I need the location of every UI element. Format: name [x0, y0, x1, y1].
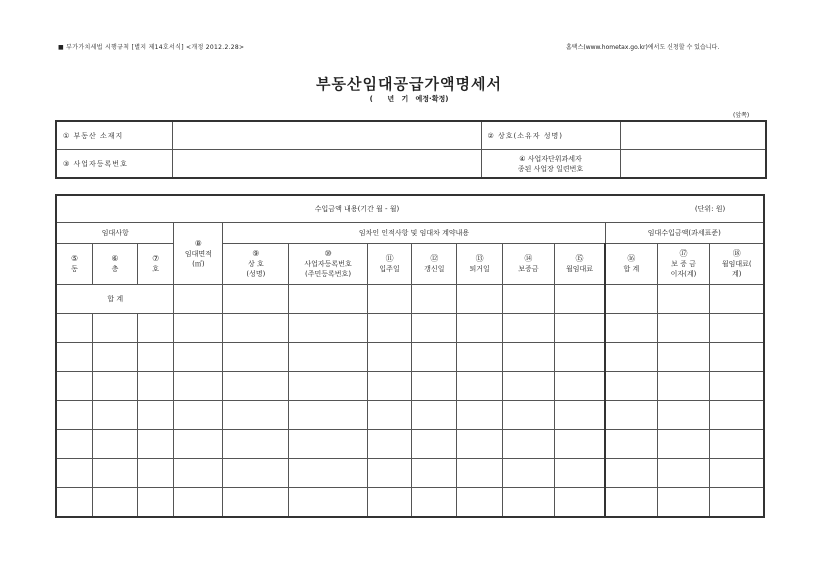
table-cell[interactable] [457, 314, 503, 343]
side-label: (앞쪽) [733, 112, 750, 119]
table-cell[interactable] [137, 343, 174, 372]
table-cell[interactable] [289, 430, 367, 459]
table-cell[interactable] [605, 314, 657, 343]
company-field[interactable] [620, 121, 766, 150]
bizno-label: ③ 사업자등록번호 [56, 150, 172, 179]
table-cell[interactable] [137, 401, 174, 430]
table-cell[interactable] [367, 314, 412, 343]
col-area-unit: (㎡) [192, 259, 205, 268]
table-cell[interactable] [710, 401, 764, 430]
table-cell[interactable] [657, 314, 710, 343]
table-cell[interactable] [289, 314, 367, 343]
table-cell[interactable] [174, 488, 223, 518]
unit-label-line1: ④ 사업자단위과세자 [519, 154, 582, 163]
table-cell[interactable] [457, 401, 503, 430]
col-deposit-interest-sub: 이자(계) [670, 270, 697, 278]
col-deposit-interest-label: 보 증 금 [671, 260, 696, 268]
table-cell[interactable] [367, 430, 412, 459]
table-cell[interactable] [289, 343, 367, 372]
table-row [56, 343, 764, 372]
table-cell[interactable] [657, 430, 710, 459]
table-cell[interactable] [56, 343, 93, 372]
group-rental: 임대사항 [56, 223, 174, 244]
table-cell[interactable] [223, 430, 289, 459]
table-cell[interactable] [174, 372, 223, 401]
col-floor [93, 244, 138, 285]
col-renewal-label: 갱신일 [424, 265, 445, 273]
col-rent-sum-sub: 계) [731, 270, 742, 278]
total-cell[interactable] [412, 285, 457, 314]
col-rent-sum-num: ⑱ [732, 249, 741, 258]
table-cell[interactable] [412, 343, 457, 372]
table-cell[interactable] [367, 488, 412, 518]
table-cell[interactable] [56, 459, 93, 488]
col-floor-num: ⑥ [111, 254, 119, 263]
table-cell[interactable] [554, 430, 605, 459]
col-move-out-num: ⑬ [475, 254, 484, 263]
col-deposit-interest-num: ⑰ [679, 249, 688, 258]
col-unit-label: 호 [152, 265, 160, 273]
table-cell[interactable] [367, 401, 412, 430]
table-cell[interactable] [605, 401, 657, 430]
table-cell[interactable] [502, 343, 554, 372]
col-monthly-rent-label: 월임대료 [565, 265, 594, 273]
col-deposit-interest [657, 244, 710, 285]
table-cell[interactable] [137, 488, 174, 518]
table-cell[interactable] [554, 488, 605, 518]
period-cell: 수입금액 내용(기간 월 - 월) [56, 195, 657, 223]
table-cell[interactable] [412, 372, 457, 401]
table-cell[interactable] [710, 314, 764, 343]
table-cell[interactable] [457, 343, 503, 372]
col-deposit-num: ⑭ [524, 254, 533, 263]
table-cell[interactable] [605, 372, 657, 401]
table-cell[interactable] [657, 401, 710, 430]
col-area [174, 223, 223, 285]
table-cell[interactable] [457, 488, 503, 518]
data-rows [56, 314, 764, 518]
table-cell[interactable] [223, 343, 289, 372]
table-cell[interactable] [56, 401, 93, 430]
table-row [56, 430, 764, 459]
table-cell[interactable] [289, 372, 367, 401]
col-rent-sum [710, 244, 764, 285]
unit-label-line2: 종된 사업장 일련번호 [517, 164, 584, 173]
col-move-out [457, 244, 503, 285]
col-total-label: 합 계 [623, 265, 640, 273]
col-renewal [412, 244, 457, 285]
table-cell[interactable] [223, 401, 289, 430]
col-deposit [502, 244, 554, 285]
total-row-label: 합 계 [56, 285, 174, 314]
total-cell[interactable] [657, 285, 710, 314]
table-cell[interactable] [710, 459, 764, 488]
total-cell[interactable] [174, 285, 223, 314]
col-tenant-bizno-label: 사업자등록번호 [304, 260, 352, 268]
table-cell[interactable] [605, 430, 657, 459]
table-cell[interactable] [457, 372, 503, 401]
col-unit [137, 244, 174, 285]
table-cell[interactable] [137, 314, 174, 343]
rental-detail-table [55, 194, 765, 518]
col-move-in [367, 244, 412, 285]
table-cell[interactable] [554, 343, 605, 372]
table-cell[interactable] [56, 430, 93, 459]
total-cell[interactable] [502, 285, 554, 314]
table-cell[interactable] [502, 372, 554, 401]
table-cell[interactable] [657, 372, 710, 401]
table-row [56, 459, 764, 488]
col-floor-label: 층 [111, 265, 119, 273]
table-cell[interactable] [174, 314, 223, 343]
table-cell[interactable] [174, 401, 223, 430]
table-row [56, 372, 764, 401]
col-tenant-bizno-sub: (주민등록번호) [305, 270, 352, 278]
col-monthly-rent-num: ⑮ [575, 254, 584, 263]
form-reference: ■ 부가가치세법 시행규칙 [별지 제14호서식] <개정 2012.2.28> [58, 44, 245, 51]
table-cell[interactable] [289, 401, 367, 430]
col-tenant-name-sub: (성명) [246, 270, 266, 278]
col-total-num: ⑯ [627, 254, 636, 263]
table-cell[interactable] [93, 372, 138, 401]
col-building-label: 동 [71, 265, 78, 273]
table-cell[interactable] [710, 488, 764, 518]
col-deposit-label: 보증금 [518, 265, 539, 273]
table-row [56, 401, 764, 430]
table-cell[interactable] [93, 314, 138, 343]
table-cell[interactable] [502, 488, 554, 518]
col-monthly-rent [554, 244, 605, 285]
table-cell[interactable] [502, 314, 554, 343]
table-cell[interactable] [56, 488, 93, 518]
total-cell[interactable] [223, 285, 289, 314]
table-cell[interactable] [93, 343, 138, 372]
col-rent-sum-label: 월임대료( [721, 260, 752, 268]
table-cell[interactable] [605, 488, 657, 518]
table-cell[interactable] [93, 459, 138, 488]
table-cell[interactable] [657, 459, 710, 488]
table-cell[interactable] [554, 314, 605, 343]
unit-field[interactable] [620, 150, 766, 179]
table-cell[interactable] [367, 372, 412, 401]
unit-label [481, 150, 620, 179]
table-cell[interactable] [93, 401, 138, 430]
page-title: 부동산임대공급가액명세서 [316, 75, 502, 93]
table-cell[interactable] [367, 343, 412, 372]
total-cell[interactable] [605, 285, 657, 314]
table-cell[interactable] [554, 372, 605, 401]
table-cell[interactable] [412, 459, 457, 488]
hometax-notice: 홈택스(www.hometax.go.kr)에서도 신청할 수 있습니다. [566, 44, 720, 51]
table-cell[interactable] [223, 372, 289, 401]
table-cell[interactable] [412, 401, 457, 430]
total-cell[interactable] [289, 285, 367, 314]
table-cell[interactable] [56, 372, 93, 401]
table-cell[interactable] [137, 459, 174, 488]
col-renewal-num: ⑫ [430, 254, 439, 263]
table-cell[interactable] [554, 401, 605, 430]
table-cell[interactable] [554, 459, 605, 488]
page-subtitle: ( 년 기 예정·확정) [369, 95, 449, 103]
table-cell[interactable] [412, 314, 457, 343]
col-unit-num: ⑦ [152, 254, 160, 263]
total-cell[interactable] [554, 285, 605, 314]
col-tenant-bizno [289, 244, 367, 285]
col-total [605, 244, 657, 285]
table-cell[interactable] [289, 459, 367, 488]
col-move-in-label: 입주일 [379, 265, 400, 273]
table-cell[interactable] [174, 430, 223, 459]
table-cell[interactable] [710, 343, 764, 372]
table-cell[interactable] [710, 430, 764, 459]
col-area-label: 임대면적 [184, 249, 212, 258]
table-cell[interactable] [412, 488, 457, 518]
col-building [56, 244, 93, 285]
table-cell[interactable] [137, 430, 174, 459]
table-cell[interactable] [367, 459, 412, 488]
table-row [56, 488, 764, 518]
col-tenant-name-num: ⑨ [252, 249, 260, 258]
company-label: ② 상호(소유자 성명) [481, 121, 620, 150]
group-tenant: 임차인 인적사항 및 임대차 계약내용 [223, 223, 605, 244]
table-cell[interactable] [657, 343, 710, 372]
total-cell[interactable] [457, 285, 503, 314]
total-cell[interactable] [367, 285, 412, 314]
table-cell[interactable] [457, 459, 503, 488]
table-cell[interactable] [174, 459, 223, 488]
table-cell[interactable] [223, 459, 289, 488]
table-cell[interactable] [657, 488, 710, 518]
table-cell[interactable] [457, 430, 503, 459]
table-cell[interactable] [174, 343, 223, 372]
col-move-out-label: 퇴거일 [469, 265, 490, 273]
property-info-table [55, 120, 767, 179]
table-cell[interactable] [289, 488, 367, 518]
table-cell[interactable] [137, 372, 174, 401]
table-cell[interactable] [93, 430, 138, 459]
unit-cell: (단위: 원) [657, 195, 764, 223]
location-field[interactable] [172, 121, 481, 150]
table-cell[interactable] [93, 488, 138, 518]
col-tenant-name-label: 상 호 [247, 260, 264, 268]
table-cell[interactable] [710, 372, 764, 401]
table-cell[interactable] [502, 459, 554, 488]
col-building-num: ⑤ [70, 254, 79, 263]
col-move-in-num: ⑪ [385, 254, 394, 263]
table-cell[interactable] [412, 430, 457, 459]
total-cell[interactable] [710, 285, 764, 314]
table-cell[interactable] [502, 430, 554, 459]
col-area-num: ⑧ [194, 238, 202, 248]
table-cell[interactable] [223, 488, 289, 518]
table-cell[interactable] [605, 459, 657, 488]
bizno-field[interactable] [172, 150, 481, 179]
table-cell[interactable] [502, 401, 554, 430]
location-label: ① 부동산 소재지 [56, 121, 172, 150]
table-cell[interactable] [605, 343, 657, 372]
table-cell[interactable] [56, 314, 93, 343]
table-cell[interactable] [223, 314, 289, 343]
col-tenant-name [223, 244, 289, 285]
group-income: 임대수입금액(과세표준) [605, 223, 764, 244]
table-row [56, 314, 764, 343]
col-tenant-bizno-num: ⑩ [324, 249, 332, 258]
